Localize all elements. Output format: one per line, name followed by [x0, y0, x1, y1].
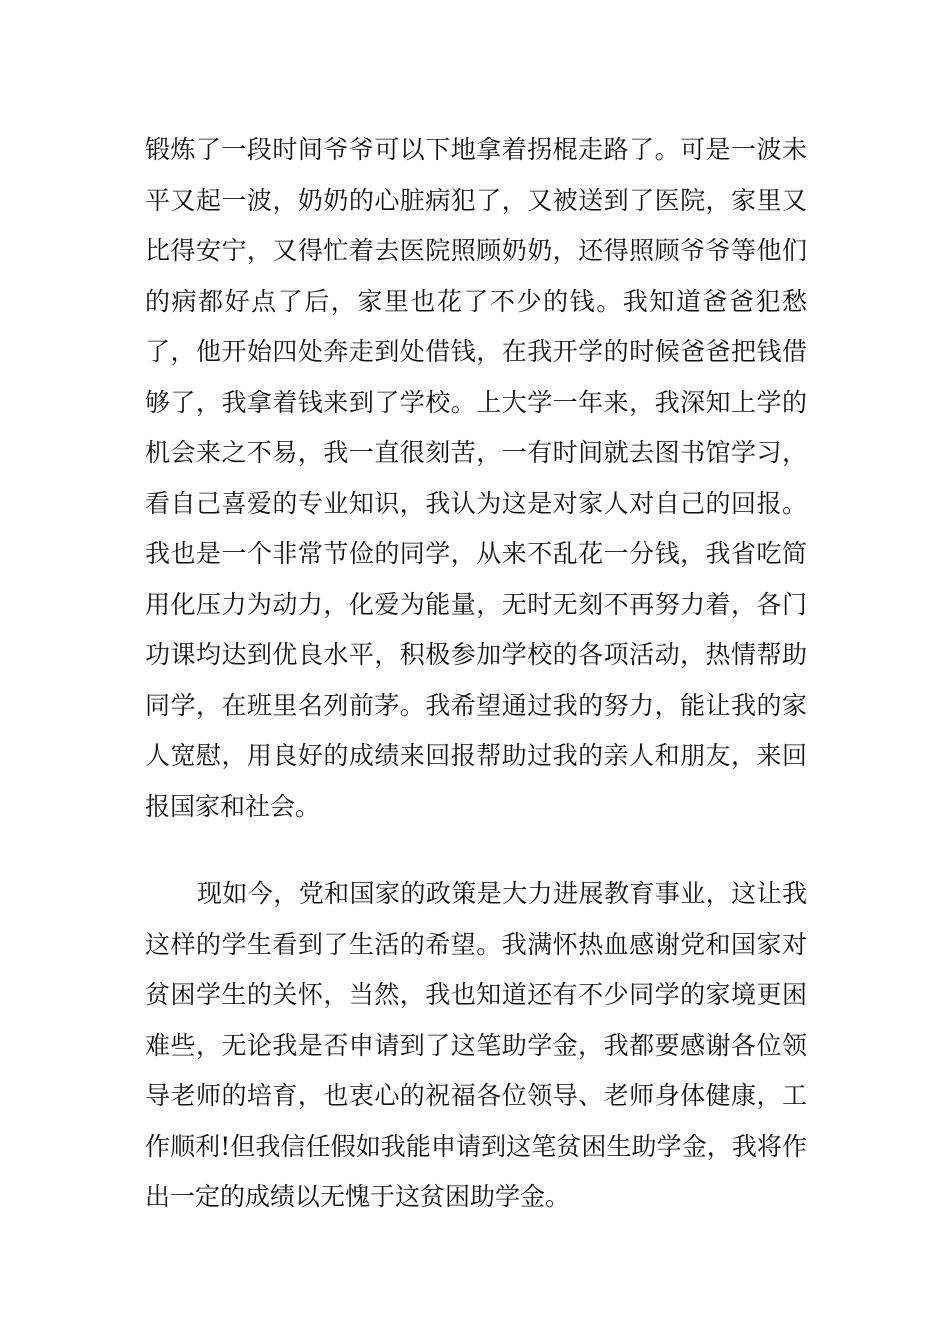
body-paragraph-2: 现如今，党和国家的政策是大力进展教育事业，这让我这样的学生看到了生活的希望。我满怀热血感谢党和国家对贫困学生的关怀，当然，我也知道还有不少同学的家境更困难些，无论我是否申请到了这笔助学金，我都要感谢各位领导老师的培育，也衷心的祝福各位领导、老师身体健康，工作顺利!但我信任假如我能申请到这笔贫困生助学金，我将作出一定的成绩以无愧于这贫困助学金。 [145, 879, 807, 1211]
body-paragraph-1: 锻炼了一段时间爷爷可以下地拿着拐棍走路了。可是一波未平又起一波，奶奶的心脏病犯了，又被送到了医院，家里又比得安宁，又得忙着去医院照顾奶奶，还得照顾爷爷等他们的病都好点了后，家里也花了不少的钱。我知道爸爸犯愁了，他开始四处奔走到处借钱，在我开学的时候爸爸把钱借够了，我拿着钱来到了学校。上大学一年来，我深知上学的机会来之不易，我一直很刻苦，一有时间就去图书馆学习，看自己喜爱的专业知识，我认为这是对家人对自己的回报。我也是一个非常节俭的同学，从来不乱花一分钱，我省吃简用化压力为动力，化爱为能量，无时无刻不再努力着，各门功课均达到优良水平，积极参加学校的各项活动，热情帮助同学，在班里名列前茅。我希望通过我的努力，能让我的家人宽慰，用良好的成绩来回报帮助过我的亲人和朋友，来回报国家和社会。 [145, 135, 807, 821]
